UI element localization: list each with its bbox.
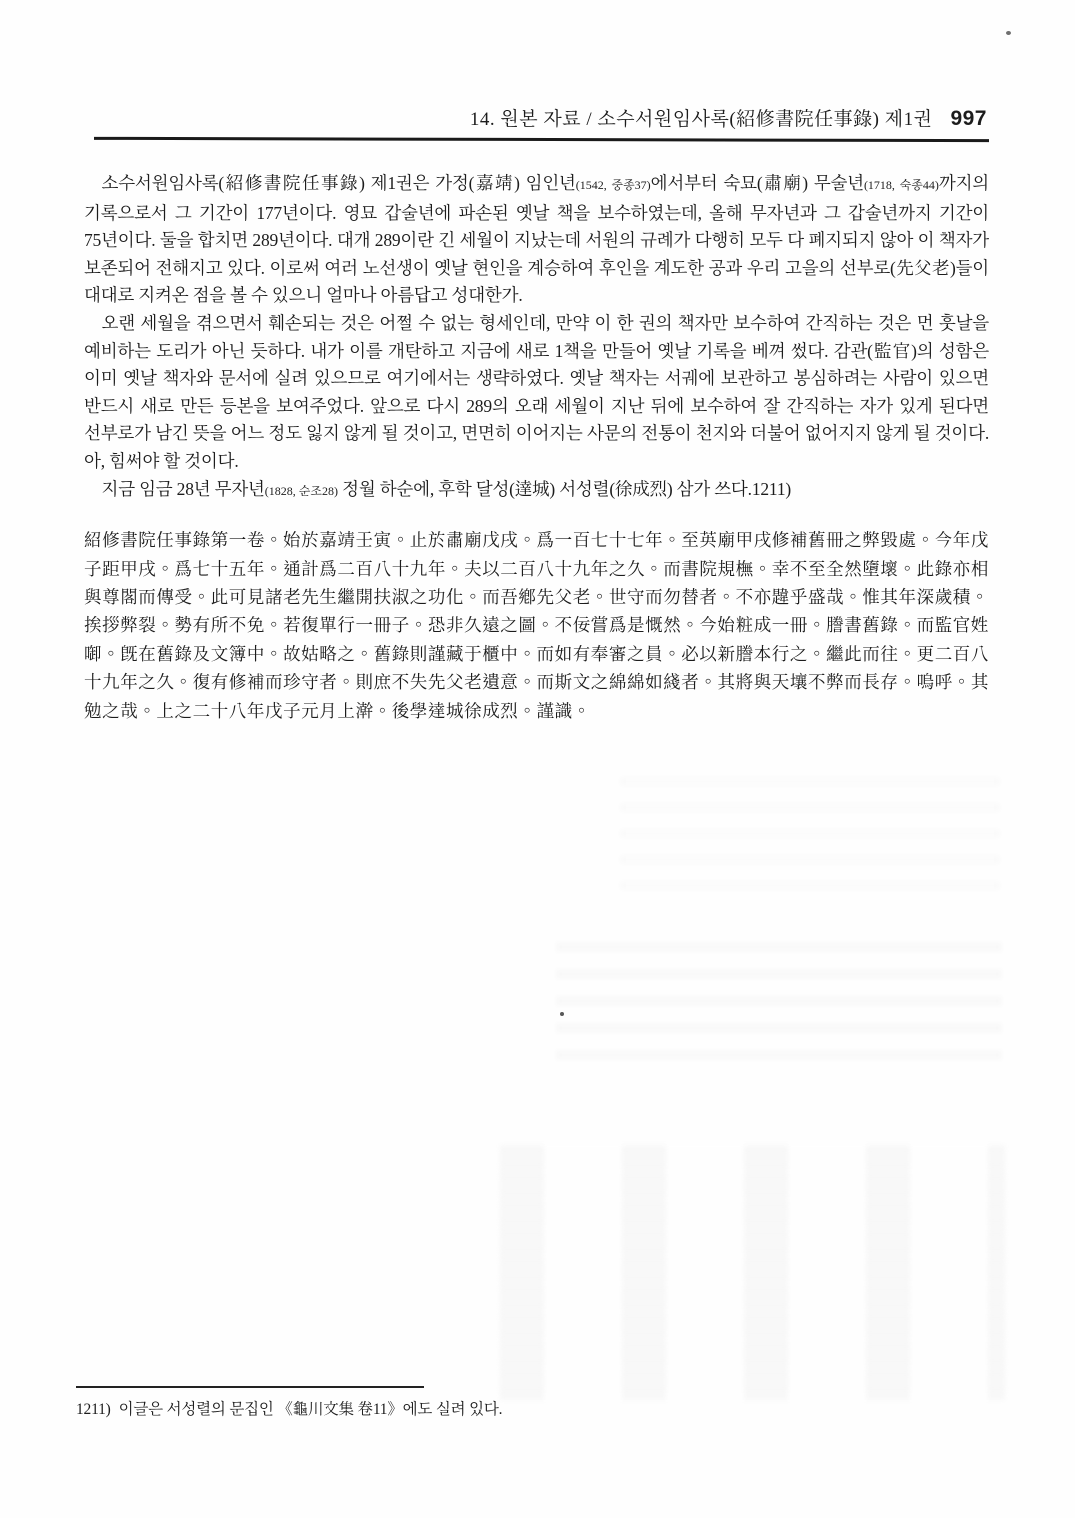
paragraph-run: 오랜 세월을 겪으면서 훼손되는 것은 어쩔 수 없는 형세인데, 만약 이 한 권의 책자만 보수하여 간직하는 것은 먼 훗날을 예비하는 도리가 아닌 듯하다. 내가 이를 개탄하고 지금에 새로 1책을 만들어 옛날 기록을 베껴 썼다. 감관(監官)의 성함은 이미 옛날 책자와 문서에 실려 있으므로 여기에서는 생략하였다. 옛날 책자는 서궤에 보관하고 봉심하려는 사람이 있으면 반드시 새로 만든 등본을 보여주었다. 앞으로 다시 289의 오래 세월이 지난 뒤에 보수하여 잘 간직하는 자가 있게 된다면 선부로가 남긴 뜻을 어느 정도 잃지 않게 될 것이고, 면면히 이어지는 사문의 전통이 천지와 더불어 없어지지 않게 될 것이다. 아, 힘써야 할 것이다. — [84, 312, 989, 471]
paragraph-run: 1211) — [751, 478, 792, 499]
header-rule — [94, 137, 989, 142]
inline-year-note: (1542, 중종37) — [575, 178, 651, 192]
korean-paragraph — [84, 476, 989, 506]
running-header-title: 14. 원본 자료 / 소수서원임사록(紹修書院任事錄) 제1권 — [469, 109, 933, 130]
paragraph-run: 지금 임금 28년 무자년 — [101, 478, 265, 499]
hanmun-original-text: 紹修書院任事錄第一卷。始於嘉靖壬寅。止於肅廟戊戌。爲一百七十七年。至英廟甲戌修補舊冊之弊毀處。今年戊子距甲戌。爲七十五年。通計爲二百八十九年。夫以二百八十九年之久。而書院規橅。幸不至全然墮壞。此錄亦相與尊閣而傳受。此可見諸老先生繼開扶淑之功化。而吾鄕先父老。世守而勿替者。不亦韙乎盛哉。惟其年深歲積。挨拶弊裂。勢有所不免。若復單行一冊子。恐非久遠之圖。不佞嘗爲是慨然。今始粧成一冊。謄書舊錄。而監官姓啣。旣在舊錄及文簿中。故姑略之。舊錄則謹藏于櫃中。而如有奉審之員。必以新謄本行之。繼此而往。更二百八十九年之久。復有修補而珍守者。則庶不失先父老遺意。而斯文之綿綿如綫者。其將與天壤不弊而長存。嗚呼。其勉之哉。上之二十八年戊子元月上澣。後學達城徐成烈。謹識。 — [84, 530, 989, 721]
page-header — [84, 104, 989, 141]
footnote-rule — [76, 1386, 424, 1388]
korean-paragraph — [84, 310, 989, 476]
paragraph-run: 소수서원임사록(紹修書院任事錄) 제1권은 가정(嘉靖) 임인년 — [101, 173, 576, 193]
bleedthrough-ghost-lines — [556, 930, 1002, 1060]
korean-translation-section — [84, 170, 989, 505]
scan-speck-middle — [560, 1012, 564, 1016]
running-header-row — [84, 104, 989, 131]
paragraph-run: 정월 하순에, 후학 달성(達城) 서성렬(徐成烈) 삼가 쓰다. — [337, 478, 752, 499]
footnote — [76, 1386, 716, 1419]
inline-year-note: (1718, 숙종44) — [863, 178, 939, 192]
page-number: 997 — [950, 107, 987, 130]
footnote-text: 이글은 서성렬의 문집인 《龜川文集 卷11》에도 실려 있다. — [118, 1401, 503, 1418]
bleedthrough-ghost-table — [500, 1145, 1005, 1400]
paragraph-run: 에서부터 숙묘(肅廟) 무술년 — [650, 173, 864, 193]
scan-speck-top-right — [1006, 31, 1011, 35]
bleedthrough-ghost-upper — [620, 770, 1000, 890]
footnote-number: 1211) — [76, 1401, 111, 1418]
footnote-line — [76, 1397, 716, 1419]
document-body — [84, 170, 989, 725]
paragraph-run: 까지의 기록으로서 그 기간이 177년이다. 영묘 갑술년에 파손된 옛날 책을 보수하였는데, 올해 무자년과 그 갑술년까지 기간이 75년이다. 둘을 합치면 289년이다. 대개 289이란 긴 세월이 지났는데 서원의 규례가 다행히 모두 다 폐지되지 않아 이 책자가 보존되어 전해지고 있다. 이로써 여러 노선생이 옛날 현인을 계승하여 후인을 계도한 공과 우리 고을의 선부로(先父老)들이 대대로 지켜온 점을 볼 수 있으니 얼마나 아름답고 성대한가. — [84, 173, 989, 306]
inline-year-note: (1828, 순조28) — [264, 483, 338, 498]
korean-paragraph — [84, 170, 989, 310]
